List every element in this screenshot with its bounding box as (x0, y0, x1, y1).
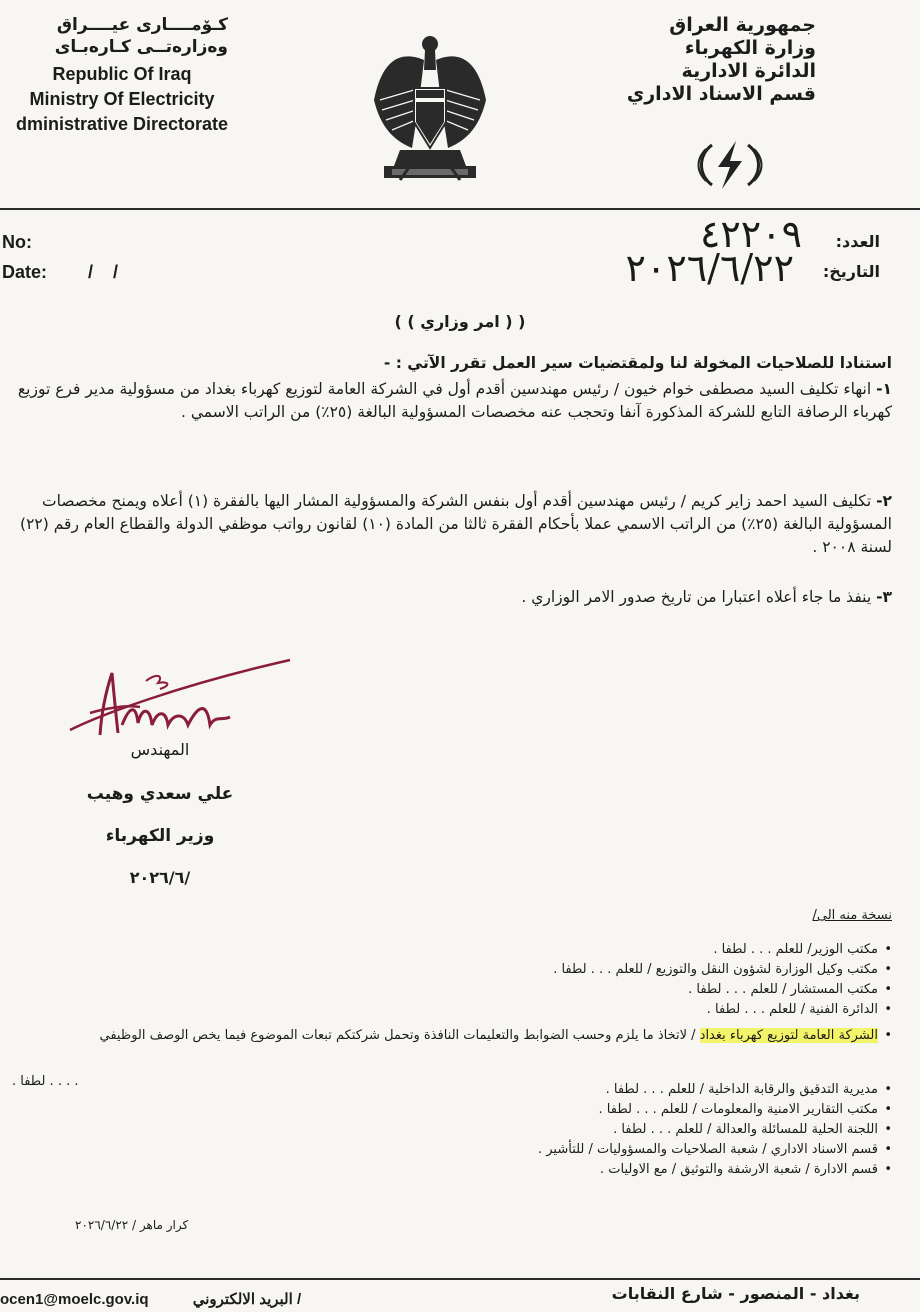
kurdish-header (28, 14, 228, 58)
order-title: ( ( امر وزاري ) ) (394, 312, 526, 331)
cc-item: • مكتب المستشار / للعلم . . . لطفا . (12, 980, 892, 1000)
reference-note: كرار ماهر / ٢٠٢٦/٦/٢٢ (75, 1218, 189, 1232)
item-number: ٣- (876, 588, 892, 606)
header-line-directorate: الدائرة الادارية (681, 60, 816, 82)
arabic-header (576, 14, 816, 106)
order-item-3 (12, 586, 892, 609)
english-header (0, 62, 252, 137)
document-number: ٤٢٢٠٩ (699, 212, 802, 256)
date-label-ar: التاريخ: (822, 262, 880, 281)
electricity-bolt-logo-icon (690, 135, 770, 195)
signatory-name: علي سعدي وهيب (86, 784, 234, 804)
highlighted-instruction: / لاتخاذ ما يلزم وحسب الضوابط والتعليمات النافذة وتحمل شركتكم تبعات الموضوع فيما يخص الوصف الوظيفي (99, 1028, 696, 1043)
date-placeholder: / / (88, 262, 119, 282)
highlighted-tail: . . . . لطفا . (12, 1074, 79, 1089)
item-number: ٢- (876, 492, 892, 510)
iraq-eagle-emblem-icon (370, 30, 490, 190)
cc-item: • قسم الاسناد الاداري / شعبة الصلاحيات والمسؤوليات / للتأشير . (12, 1140, 892, 1160)
header-line-section: قسم الاسناد الاداري (626, 83, 816, 105)
english-line-directorate: dministrative Directorate (15, 114, 229, 134)
kurdish-line-ministry: وەزارەتــى كـارەبـاى (54, 37, 228, 57)
header-line-republic: جمهورية العراق (669, 14, 816, 36)
item-text: تكليف السيد احمد زاير كريم / رئيس مهندسين أقدم أول بنفس الشركة والمسؤولية المشار اليها بالفقرة (١) أعلاه ويمنح مخصصات المسؤولية البالغة (٢٥٪) من الراتب الاسمي عملا بأحكام الفقرة ثالثا من المادة (١٠) لقانون رواتب موظفي الدولة والقطاع العام رقم (٢٢) لسنة ٢٠٠٨ . (20, 492, 892, 556)
order-item-1 (12, 378, 892, 424)
item-text: ينفذ ما جاء أعلاه اعتبارا من تاريخ صدور الامر الوزاري . (521, 588, 872, 606)
kurdish-line-republic: كـۆمــــارى عيــــراق (56, 15, 228, 35)
header-divider (0, 208, 920, 210)
cc-item: • الدائرة الفنية / للعلم . . . لطفا . (12, 1000, 892, 1020)
cc-title: نسخة منه الى/ (812, 908, 892, 923)
cc-item: • اللجنة الحلية للمسائلة والعدالة / للعلم . . . لطفا . (12, 1120, 892, 1140)
cc-item: • مديرية التدقيق والرقابة الداخلية / للعلم . . . لطفا . (12, 1080, 892, 1100)
footer-email[interactable]: ocen1@moelc.gov.iq (0, 1291, 149, 1308)
cc-list-group1 (12, 940, 892, 1020)
signature-date: ٢٠٢٦/٦/ (129, 868, 191, 887)
cc-item: • مكتب الوزير/ للعلم . . . لطفا . (12, 940, 892, 960)
signatory-title: المهندس (130, 740, 190, 759)
minister-signature (60, 655, 300, 745)
signatory-position: وزير الكهرباء (105, 826, 215, 846)
cc-item: • قسم الادارة / شعبة الارشفة والتوثيق / مع الاوليات . (12, 1160, 892, 1180)
highlighted-entity: الشركة العامة لتوزيع كهرباء بغداد (699, 1028, 878, 1043)
number-label-ar: العدد: (835, 232, 880, 251)
english-line-ministry: Ministry Of Electricity (29, 89, 215, 109)
date-label: Date: (2, 262, 48, 282)
footer-email-block (0, 1290, 301, 1308)
no-label: No: (2, 232, 32, 252)
item-number: ١- (876, 380, 892, 398)
document-date: ٢٠٢٦/٦/٢٢ (625, 246, 794, 290)
item-text: انهاء تكليف السيد مصطفى خوام خيون / رئيس مهندسين أقدم أول في الشركة العامة لتوزيع كهرباء بغداد من مسؤولية مدير فرع توزيع كهرباء الرصافة التابع للشركة المذكورة آنفا وتحجب عنه مخصصات المسؤولية البالغة (٢٥٪) من الراتب الاسمي . (17, 380, 892, 421)
cc-list-group2 (12, 1080, 892, 1180)
header-line-ministry: وزارة الكهرباء (684, 37, 816, 59)
cc-item: • مكتب وكيل الوزارة لشؤون النقل والتوزيع / للعلم . . . لطفا . (12, 960, 892, 980)
cc-item: • مكتب التقارير الامنية والمعلومات / للعلم . . . لطفا . (12, 1100, 892, 1120)
footer-divider (0, 1278, 920, 1280)
english-line-republic: Republic Of Iraq (52, 64, 192, 84)
order-item-2 (12, 490, 892, 559)
intro-paragraph: استنادا للصلاحيات المخولة لنا ولمقتضيات سير العمل تقرر الآتي : - (383, 354, 892, 372)
footer-email-label: البريد الالكتروني / (192, 1291, 302, 1308)
footer-address: بغداد - المنصور - شارع النقابات (611, 1284, 860, 1303)
